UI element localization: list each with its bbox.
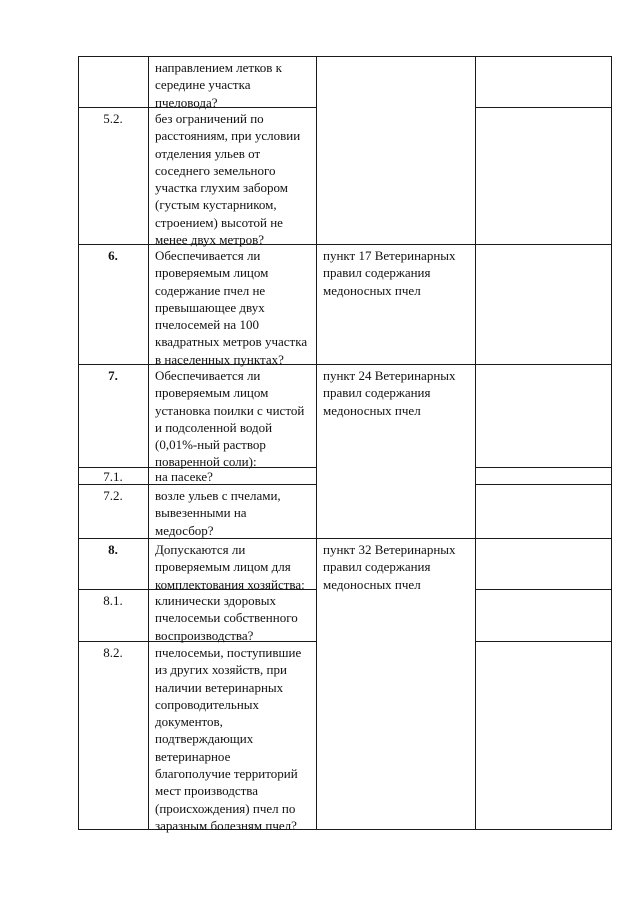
column-divider-3 [475,56,476,830]
question-cell: возле ульев с пчелами, вывезенными на медосбор? [155,488,281,538]
question-cell: пчелосемьи, поступившие из других хозяйств, при наличии ветеринарных сопроводительных документов, подтверждающих ветеринарное благополучие территорий мест производства (происхождения) пчел по заразным болезням пчел? [155,645,302,833]
row-divider [475,641,612,642]
question-cell: Обеспечивается ли проверяемым лицом содержание пчел не превышающее двух пчелосемей на 100 квадратных метров участка в населенных пунктах? [155,248,308,367]
question-cell: на пасеке? [155,469,213,484]
column-divider-2 [316,56,317,830]
question-cell: Допускаются ли проверяемым лицом для комплектования хозяйства: [155,542,305,592]
row-number: 6. [108,248,118,263]
question-cell: клинически здоровых пчелосемьи собственного воспроизводства? [155,593,298,643]
row-number: 7.2. [103,488,123,503]
row-divider [475,107,612,108]
row-number: 7.1. [103,469,123,484]
row-number: 5.2. [103,111,123,126]
reference-cell: пункт 32 Ветеринарных правил содержания медоносных пчел [323,542,456,592]
question-cell: Обеспечивается ли проверяемым лицом установка поилки с чистой и подсоленной водой (0,01%-ный раствор поваренной соли): [155,368,305,470]
question-cell: без ограничений по расстояниям, при условии отделения ульев от соседнего земельного участка глухим забором (густым кустарником, строением) высотой не менее двух метров? [155,111,301,248]
row-number: 8. [108,542,118,557]
question-cell: направлением летков к середине участка пчеловода? [155,60,282,110]
row-number: 7. [108,368,118,383]
row-divider [475,589,612,590]
row-divider [475,484,612,485]
table-border-right [611,56,612,830]
table-border-left [78,56,79,830]
column-divider-1 [148,56,149,830]
row-number: 8.1. [103,593,123,608]
row-number: 8.2. [103,645,123,660]
row-divider [475,467,612,468]
table-border-top [78,56,612,57]
reference-cell: пункт 17 Ветеринарных правил содержания медоносных пчел [323,248,456,298]
reference-cell: пункт 24 Ветеринарных правил содержания медоносных пчел [323,368,456,418]
